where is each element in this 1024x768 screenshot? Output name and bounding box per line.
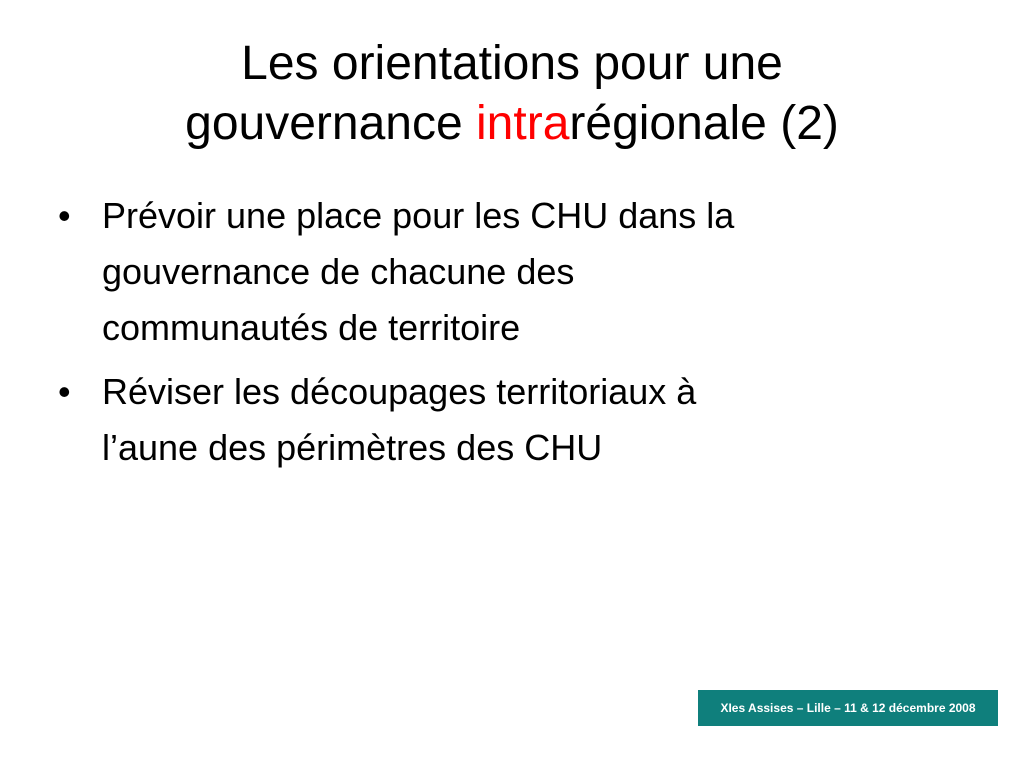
- title-line-2-prefix: gouvernance: [185, 97, 477, 150]
- footer-event-badge: XIes Assises – Lille – 11 & 12 décembre 2008: [698, 690, 998, 726]
- title-line-1: Les orientations pour une: [241, 37, 783, 90]
- bullet-2-line-1: Réviser les découpages territoriaux à: [102, 371, 697, 412]
- bullet-item-chu-governance: [58, 188, 958, 356]
- bullet-item-territorial-review: [58, 364, 958, 476]
- bullet-list: [58, 188, 958, 484]
- bullet-icon: •: [58, 371, 71, 412]
- title-line-2: [40, 94, 984, 154]
- bullet-1-line-3: communautés de territoire: [102, 307, 521, 348]
- bullet-1-line-1: Prévoir une place pour les CHU dans la: [102, 195, 735, 236]
- slide-title: [40, 34, 984, 154]
- title-highlight-intra: intra: [476, 97, 570, 150]
- title-line-2-suffix: régionale (2): [569, 97, 839, 150]
- bullet-1-line-2: gouvernance de chacune des: [102, 251, 575, 292]
- bullet-2-line-2: l’aune des périmètres des CHU: [102, 427, 603, 468]
- bullet-icon: •: [58, 195, 71, 236]
